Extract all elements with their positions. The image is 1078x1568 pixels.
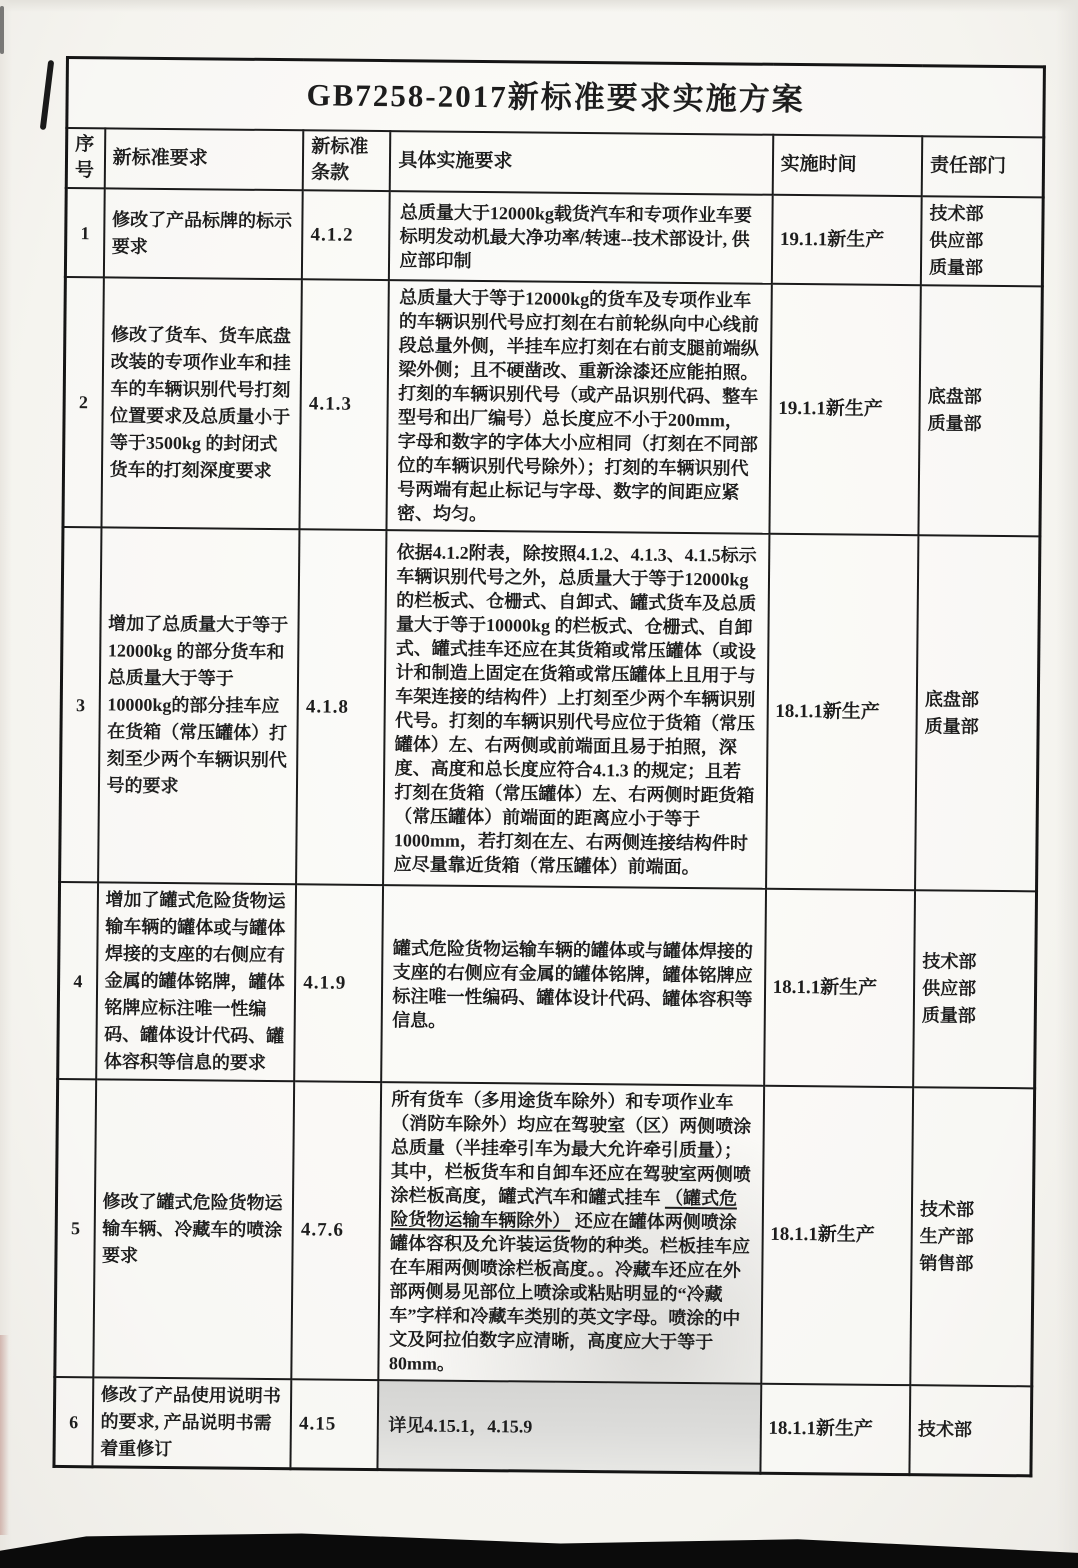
department-cell xyxy=(913,890,1036,1088)
implementation-cell: 详见4.15.1，4.15.9 xyxy=(378,1380,761,1473)
header-department: 责任部门 xyxy=(922,136,1044,197)
header-clause: 新标准条款 xyxy=(303,130,391,191)
clause-cell: 4.1.9 xyxy=(294,884,383,1082)
scanned-document xyxy=(52,56,1056,1477)
pen-mark xyxy=(40,60,54,130)
requirement-cell: 修改了罐式危险货物运输车辆、冷藏车的喷涂要求 xyxy=(93,1079,294,1379)
implementation-cell: 总质量大于12000kg载货汽车和专项作业车要标明发动机最大净功率/转速--技术部设计, 供应部印制 xyxy=(389,191,772,284)
scan-edge-shadow-right xyxy=(1056,0,1078,1568)
department-line: 底盘部 xyxy=(927,386,982,407)
clause-cell: 4.1.8 xyxy=(296,529,387,885)
clause-cell: 4.15 xyxy=(291,1379,379,1469)
row-number-cell: 3 xyxy=(60,527,102,882)
table-row xyxy=(63,277,1042,536)
time-cell: 18.1.1新生产 xyxy=(760,1384,910,1475)
clause-cell: 4.1.3 xyxy=(300,279,390,530)
department-line: 底盘部 xyxy=(924,688,979,710)
document-title: GB7258-2017新标准要求实施方案 xyxy=(67,58,1045,138)
row-number-cell: 1 xyxy=(65,188,104,277)
department-line: 生产部 xyxy=(919,1225,974,1247)
department-cell xyxy=(915,535,1040,891)
department-line: 技术部 xyxy=(922,951,977,972)
scan-edge-tint xyxy=(0,1335,9,1535)
department-cell xyxy=(918,285,1042,536)
table-row xyxy=(60,527,1040,891)
department-line: 质量部 xyxy=(927,413,982,434)
implementation-cell: 依据4.1.2附表，除按照4.1.2、4.1.3、4.1.5标示车辆识别代号之外，总质量大于等于12000kg 的栏板式、仓栅式、自卸式、罐式货车及总质量大于等于10000kg 的栏板式、仓栅式、自卸式、罐式挂车还应在其货箱或常压罐体（或设计和制造上固定在货箱或常压罐体上且用于与车架连接的结构件）上打刻至少两个车辆识别代号。打刻的车辆识别代号应位于货箱（常压罐体）左、右两侧或前端面且易于拍照，深度、高度和总长度应符合4.1.3 的规定；且若打刻在货箱（常压罐体）左、右两侧时距货箱（常压罐体）前端面的距离应小于等于1000mm，若打刻在左、右两侧连接结构件时应尽量靠近货箱（常压罐体）前端面。 xyxy=(384,530,770,889)
time-cell: 19.1.1新生产 xyxy=(771,195,921,285)
time-cell: 18.1.1新生产 xyxy=(766,534,919,890)
time-cell: 18.1.1新生产 xyxy=(761,1086,913,1385)
clause-cell: 4.1.2 xyxy=(302,190,390,280)
requirement-cell: 增加了罐式危险货物运输车辆的罐体或与罐体焊接的支座的右侧应有金属的罐体铭牌，罐体铭牌应标注唯一性编码、罐体设计代码、罐体容积等信息的要求 xyxy=(96,882,296,1081)
row-number-cell: 2 xyxy=(63,277,104,527)
department-line: 供应部 xyxy=(929,230,984,251)
clause-cell: 4.7.6 xyxy=(292,1081,382,1380)
table-row xyxy=(58,882,1037,1088)
scan-corner-mark xyxy=(0,6,4,54)
department-line: 销售部 xyxy=(919,1252,974,1274)
title-row xyxy=(67,58,1045,138)
implementation-cell xyxy=(379,1082,764,1384)
department-cell xyxy=(921,196,1043,286)
header-time: 实施时间 xyxy=(772,135,922,196)
scan-edge-shadow-left xyxy=(0,0,12,1568)
time-cell: 19.1.1新生产 xyxy=(769,284,921,535)
requirement-cell: 修改了产品标牌的标示要求 xyxy=(103,188,302,279)
department-line: 技术部 xyxy=(929,203,984,224)
row-number-cell: 5 xyxy=(55,1079,96,1377)
header-implementation: 具体实施要求 xyxy=(390,131,773,195)
photo-background-bottom xyxy=(0,1496,1078,1568)
department-line: 质量部 xyxy=(921,1005,976,1026)
implementation-text: 所有货车（多用途货车除外）和专项作业车（消防车除外）均应在驾驶室（区）两侧喷涂总质量（半挂牵引车为最大允许牵引质量）；其中，栏板货车和自卸车还应在驾驶室两侧喷涂栏板高度，罐式汽车和罐式挂车 xyxy=(390,1089,752,1208)
implementation-cell: 总质量大于等于12000kg的货车及专项作业车的车辆识别代号应打刻在右前轮纵向中心线前段总量外侧，半挂车应打刻在右前支腿前端纵梁外侧；且不硬凿改、重新涂漆还应能拍照。打刻的车辆识别代号（或产品识别代码、整车型号和出厂编号）总长度应不小于200mm，字母和数字的字体大小应相同（打刻在不同部位的车辆识别代号除外）；打刻的车辆识别代号两端有起止标记与字母、数字的间距应紧密、均匀。 xyxy=(387,280,772,534)
table-row xyxy=(54,1377,1032,1476)
header-no: 序号 xyxy=(66,128,105,188)
table-row xyxy=(65,188,1043,286)
implementation-plan-table xyxy=(52,56,1046,1477)
implementation-text: 还应在罐体两侧喷涂罐体容积及允许装运货物的种类。栏板挂车应在车厢两侧喷涂栏板高度。。冷藏车还应在外部两侧易见部位上喷涂或粘贴明显的“冷藏车”字样和冷藏车类别的英文字母。喷涂的中文及阿拉伯数字应清晰，高度应大于等于 80mm。 xyxy=(388,1210,751,1374)
implementation-underlined-text: （罐式危险货物运输车辆除外） xyxy=(390,1187,738,1231)
header-requirement: 新标准要求 xyxy=(104,128,303,190)
department-cell xyxy=(909,1385,1031,1476)
department-cell xyxy=(910,1087,1034,1386)
table-row xyxy=(55,1079,1035,1386)
scan-edge-shadow-top xyxy=(0,0,1078,12)
row-number-cell: 6 xyxy=(54,1377,93,1467)
time-cell: 18.1.1新生产 xyxy=(764,889,915,1087)
row-number-cell: 4 xyxy=(58,882,98,1079)
header-row xyxy=(66,128,1044,197)
department-line: 质量部 xyxy=(924,715,979,737)
implementation-cell: 罐式危险货物运输车辆的罐体或与罐体焊接的支座的右侧应有金属的罐体铭牌，罐体铭牌应标注唯一性编码、罐体设计代码、罐体容积等信息。 xyxy=(382,885,766,1086)
requirement-cell: 增加了总质量大于等于12000kg 的部分货车和总质量大于等于10000kg的部分挂车应在货箱（常压罐体）打刻至少两个车辆识别代号的要求 xyxy=(98,527,300,884)
requirement-cell: 修改了货车、货车底盘改装的专项作业车和挂车的车辆识别代号打刻位置要求及总质量小于等于3500kg 的封闭式货车的打刻深度要求 xyxy=(101,277,302,529)
department-line: 供应部 xyxy=(922,978,977,999)
department-line: 技术部 xyxy=(917,1419,972,1440)
department-line: 质量部 xyxy=(928,257,984,278)
requirement-cell: 修改了产品使用说明书的要求, 产品说明书需着重修订 xyxy=(92,1377,291,1468)
department-line: 技术部 xyxy=(919,1198,975,1220)
